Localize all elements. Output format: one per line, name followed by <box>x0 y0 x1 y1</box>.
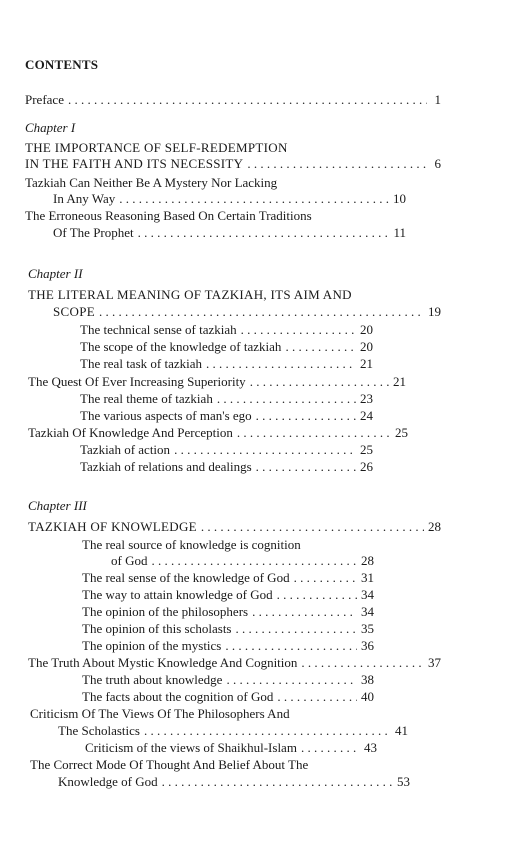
toc-page-number: 21 <box>393 374 406 389</box>
toc-page-number: 25 <box>360 442 373 457</box>
toc-entry-label: The facts about the cognition of God <box>82 689 274 704</box>
toc-entry-label: The real theme of tazkiah <box>80 391 213 406</box>
toc-entry-label: The Correct Mode Of Thought And Belief About The <box>30 757 309 772</box>
toc-entry-label: The Truth About Mystic Knowledge And Cognition <box>28 655 298 670</box>
leader-dots <box>277 587 357 603</box>
toc-entry[interactable] <box>80 459 373 475</box>
toc-page-number: 28 <box>361 553 374 568</box>
leader-dots <box>162 774 393 790</box>
toc-entry[interactable] <box>82 672 374 688</box>
toc-page-number: 53 <box>397 774 410 789</box>
leader-dots <box>225 638 357 654</box>
toc-page-number: 23 <box>360 391 373 406</box>
toc-entry-chapter-title[interactable] <box>25 156 441 172</box>
toc-entry-label: Criticism Of The Views Of The Philosophers And <box>30 706 290 721</box>
leader-dots <box>294 570 357 586</box>
toc-entry-label: The opinion of the philosophers <box>82 604 249 619</box>
toc-entry[interactable] <box>82 689 374 705</box>
leader-dots <box>206 356 356 372</box>
toc-entry-label: The way to attain knowledge of God <box>82 587 273 602</box>
leader-dots <box>252 604 357 620</box>
toc-entry[interactable] <box>80 408 373 424</box>
toc-page-number: 31 <box>361 570 374 585</box>
toc-page-number: 6 <box>434 156 441 171</box>
leader-dots <box>68 92 427 108</box>
leader-dots <box>247 156 427 172</box>
toc-entry-label: Criticism of the views of Shaikhul-Islam <box>85 740 297 755</box>
toc-page-number: 40 <box>361 689 374 704</box>
toc-entry[interactable] <box>28 655 441 671</box>
leader-dots <box>256 459 356 475</box>
leader-dots <box>285 339 356 355</box>
toc-entry[interactable] <box>82 570 374 586</box>
leader-dots <box>217 391 356 407</box>
leader-dots <box>174 442 356 458</box>
toc-page-number: 43 <box>364 740 377 755</box>
leader-dots <box>241 322 356 338</box>
toc-entry-label: The Scholastics <box>58 723 140 738</box>
leader-dots <box>236 621 358 637</box>
toc-page-number: 34 <box>361 587 374 602</box>
toc-page-number: 24 <box>360 408 373 423</box>
toc-entry-label: Of The Prophet <box>53 225 134 240</box>
toc-entry[interactable] <box>28 374 406 390</box>
toc-page-number: 20 <box>360 322 373 337</box>
toc-entry-label: The Erroneous Reasoning Based On Certain Traditions <box>25 208 312 223</box>
toc-page-number: 25 <box>395 425 408 440</box>
toc-entry[interactable] <box>53 225 406 241</box>
toc-entry[interactable] <box>80 322 373 338</box>
toc-entry[interactable] <box>80 391 373 407</box>
toc-entry[interactable] <box>82 638 374 654</box>
toc-entry[interactable] <box>111 553 374 569</box>
leader-dots <box>151 553 357 569</box>
leader-dots <box>226 672 357 688</box>
toc-entry[interactable] <box>80 339 373 355</box>
toc-entry[interactable] <box>58 774 410 790</box>
toc-entry-label: The scope of the knowledge of tazkiah <box>80 339 282 354</box>
toc-entry[interactable] <box>82 587 374 603</box>
toc-page-number: 20 <box>360 339 373 354</box>
chapter-label: Chapter I <box>25 120 76 135</box>
toc-entry-label: The truth about knowledge <box>82 672 223 687</box>
toc-page-number: 37 <box>428 655 441 670</box>
toc-page-number: 41 <box>395 723 408 738</box>
chapter-label: Chapter II <box>28 266 83 281</box>
leader-dots <box>144 723 391 739</box>
toc-page-number: 10 <box>393 191 406 206</box>
toc-entry-label: Tazkiah Of Knowledge And Perception <box>28 425 233 440</box>
leader-dots <box>301 740 360 756</box>
toc-page-number: 1 <box>434 92 441 107</box>
toc-page-number: 19 <box>428 304 441 319</box>
leader-dots <box>201 519 424 535</box>
toc-page-number: 38 <box>361 672 374 687</box>
toc-page-number: 26 <box>360 459 373 474</box>
toc-entry-chapter-title[interactable] <box>53 304 441 320</box>
chapter-title: THE IMPORTANCE OF SELF-REDEMPTION <box>25 140 288 155</box>
toc-page-number: 36 <box>361 638 374 653</box>
toc-entry[interactable] <box>82 621 374 637</box>
page-title: CONTENTS <box>25 57 99 72</box>
toc-entry-label: Tazkiah of action <box>80 442 171 457</box>
toc-entry-label: Knowledge of God <box>58 774 158 789</box>
toc-entry[interactable] <box>85 740 377 756</box>
toc-entry-preface[interactable] <box>25 92 441 108</box>
toc-entry[interactable] <box>80 356 373 372</box>
toc-entry-label: The technical sense of tazkiah <box>80 322 237 337</box>
toc-entry[interactable] <box>80 442 373 458</box>
leader-dots <box>237 425 391 441</box>
toc-entry-label: The opinion of this scholasts <box>82 621 232 636</box>
leader-dots <box>119 191 389 207</box>
chapter-title: TAZKIAH OF KNOWLEDGE <box>28 519 197 534</box>
toc-entry[interactable] <box>58 723 408 739</box>
chapter-title: THE LITERAL MEANING OF TAZKIAH, ITS AIM AND <box>28 287 352 302</box>
chapter-title-cont: SCOPE <box>53 304 95 319</box>
toc-entry-label: The various aspects of man's ego <box>80 408 252 423</box>
toc-entry-label: Tazkiah of relations and dealings <box>80 459 252 474</box>
leader-dots <box>277 689 357 705</box>
toc-entry[interactable] <box>53 191 406 207</box>
toc-entry-label: In Any Way <box>53 191 116 206</box>
toc-entry-label: Preface <box>25 92 64 107</box>
chapter-label: Chapter III <box>28 498 87 513</box>
toc-page-number: 35 <box>361 621 374 636</box>
toc-entry-label: The real sense of the knowledge of God <box>82 570 290 585</box>
toc-page-number: 34 <box>361 604 374 619</box>
leader-dots <box>256 408 356 424</box>
leader-dots <box>250 374 389 390</box>
toc-entry-label: The Quest Of Ever Increasing Superiority <box>28 374 246 389</box>
toc-entry-label: of God <box>111 553 148 568</box>
chapter-title-cont: IN THE FAITH AND ITS NECESSITY <box>25 156 244 171</box>
leader-dots <box>301 655 424 671</box>
toc-entry[interactable] <box>28 425 408 441</box>
toc-entry-chapter-title[interactable] <box>28 519 441 535</box>
toc-entry-label: The real task of tazkiah <box>80 356 202 371</box>
toc-page-number: 28 <box>428 519 441 534</box>
leader-dots <box>99 304 424 320</box>
leader-dots <box>138 225 390 241</box>
toc-page-number: 21 <box>360 356 373 371</box>
toc-entry-label: Tazkiah Can Neither Be A Mystery Nor Lacking <box>25 175 278 190</box>
toc-entry[interactable] <box>82 604 374 620</box>
toc-entry-label: The opinion of the mystics <box>82 638 222 653</box>
toc-entry-label: The real source of knowledge is cognition <box>82 537 301 552</box>
toc-page-number: 11 <box>393 225 406 240</box>
